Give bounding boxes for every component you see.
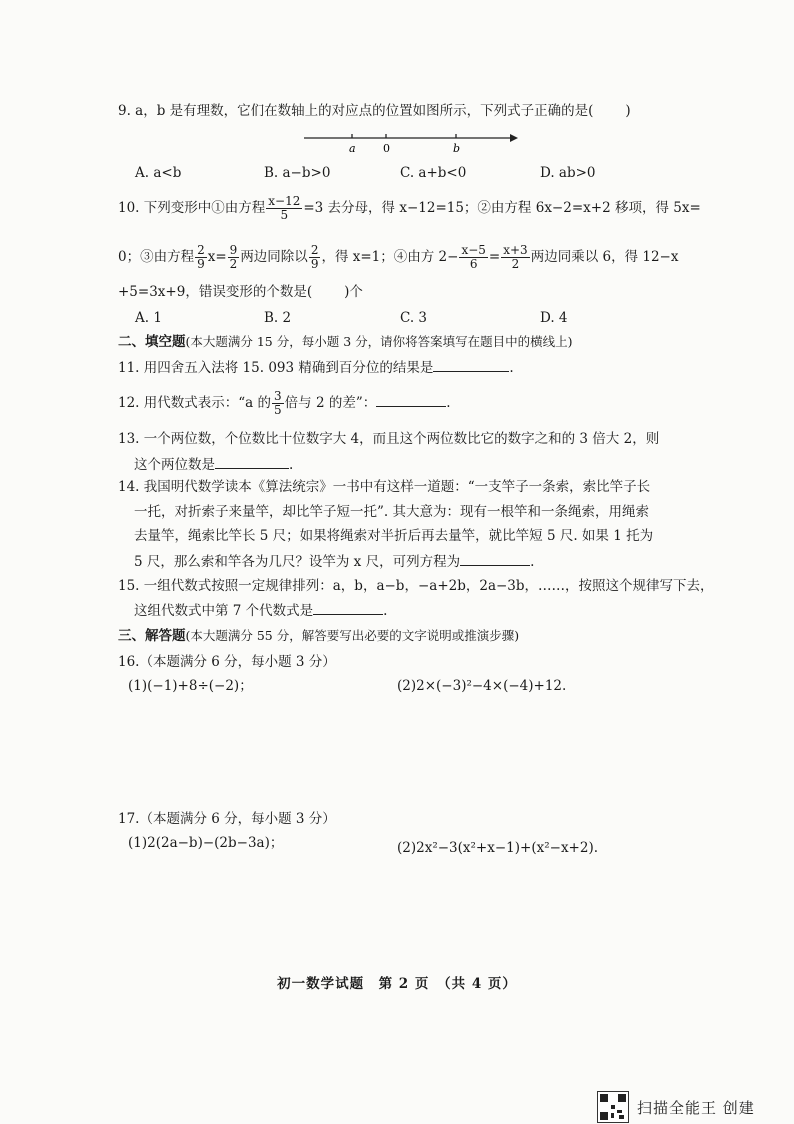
section-3-heading: 三、解答题(本大题满分 55 分，解答要写出必要的文字说明或推演步骤) [118, 628, 520, 644]
q9-option-c: C. a+b<0 [400, 165, 467, 181]
q14-line4: 5 尺，那么索和竿各为几尺？设竿为 x 尺，可列方程为 . [134, 551, 534, 572]
page-footer: 初一数学试题 第 2 页 （共 4 页） [277, 976, 517, 992]
q12: 12. 用代数式表示：“a 的 $\frac{3}{5}$ 倍与 2 的差”： . [118, 389, 451, 417]
q10-option-d: D. 4 [540, 310, 568, 326]
q10-line1: 10. 下列变形中①由方程 $\frac{x-12}{5}$ =3 去分母，得 x−12=15；②由方程 6x−2=x+2 移项，得 5x= [118, 194, 701, 222]
q16-part1: (1)(−1)+8÷(−2)； [128, 678, 253, 694]
q13-line1: 13. 一个两位数，个位数比十位数字大 4，而且这个两位数比它的数字之和的 3 倍大 2，则 [118, 431, 660, 447]
q17-heading: 17.（本题满分 6 分，每小题 3 分） [118, 811, 336, 827]
q13-line2: 这个两位数是 . [134, 454, 293, 475]
q10-option-b: B. 2 [264, 310, 292, 326]
q9-stem: 9. a，b 是有理数，它们在数轴上的对应点的位置如图所示，下列式子正确的是( ) [118, 103, 631, 119]
q10-line2: 0；③由方程 $\frac{2}{9}$ x= $\frac{9}{2}$ 两边同除以 $\frac{2}{9}$ ，得 x=1；④由方 2− $\frac{x-5}{6}$ = $\frac{x+3}{2}$ 两边同乘以 6，得 12−x [118, 243, 679, 271]
q9-option-d: D. ab>0 [540, 165, 596, 181]
q9-option-b: B. a−b>0 [264, 165, 331, 181]
q10-option-a: A. 1 [135, 310, 162, 326]
section-2-heading: 二、填空题(本大题满分 15 分，每小题 3 分，请你将答案填写在题目中的横线上) [118, 334, 573, 350]
q16-part2: (2)2×(−3)²−4×(−4)+12. [397, 678, 567, 694]
q11: 11. 用四舍五入法将 15. 093 精确到百分位的结果是 . [118, 357, 514, 378]
qr-code-icon [597, 1091, 629, 1123]
q15-line2: 这组代数式中第 7 个代数式是 . [134, 600, 387, 621]
axis-label-a: a [349, 142, 356, 155]
scanner-text: 扫描全能王 创建 [637, 1098, 755, 1117]
q17-part2: (2)2x²−3(x²+x−1)+(x²−x+2). [397, 840, 599, 856]
number-line [300, 130, 520, 156]
q17-part1: (1)2(2a−b)−(2b−3a)； [128, 835, 284, 851]
q10-option-c: C. 3 [400, 310, 428, 326]
q14-line1: 14. 我国明代数学读本《算法统宗》一书中有这样一道题：“一支竿子一条索，索比竿子长 [118, 479, 651, 495]
q14-line3: 去量竿，绳索比竿长 5 尺；如果将绳索对半折后再去量竿，就比竿短 5 尺. 如果 1 托为 [134, 528, 654, 544]
q16-heading: 16.（本题满分 6 分，每小题 3 分） [118, 654, 336, 670]
q10-line3: +5=3x+9，错误变形的个数是( )个 [118, 284, 363, 300]
axis-label-0: 0 [383, 142, 390, 155]
scanner-watermark [597, 1091, 755, 1123]
axis-label-b: b [453, 142, 461, 155]
q9-option-a: A. a<b [135, 165, 182, 181]
q14-line2: 一托，对折索子来量竿，却比竿子短一托”. 其大意为：现有一根竿和一条绳索，用绳索 [134, 504, 649, 520]
q15-line1: 15. 一组代数式按照一定规律排列：a，b，a−b，−a+2b，2a−3b，……，按照这个规律写下去， [118, 578, 714, 594]
